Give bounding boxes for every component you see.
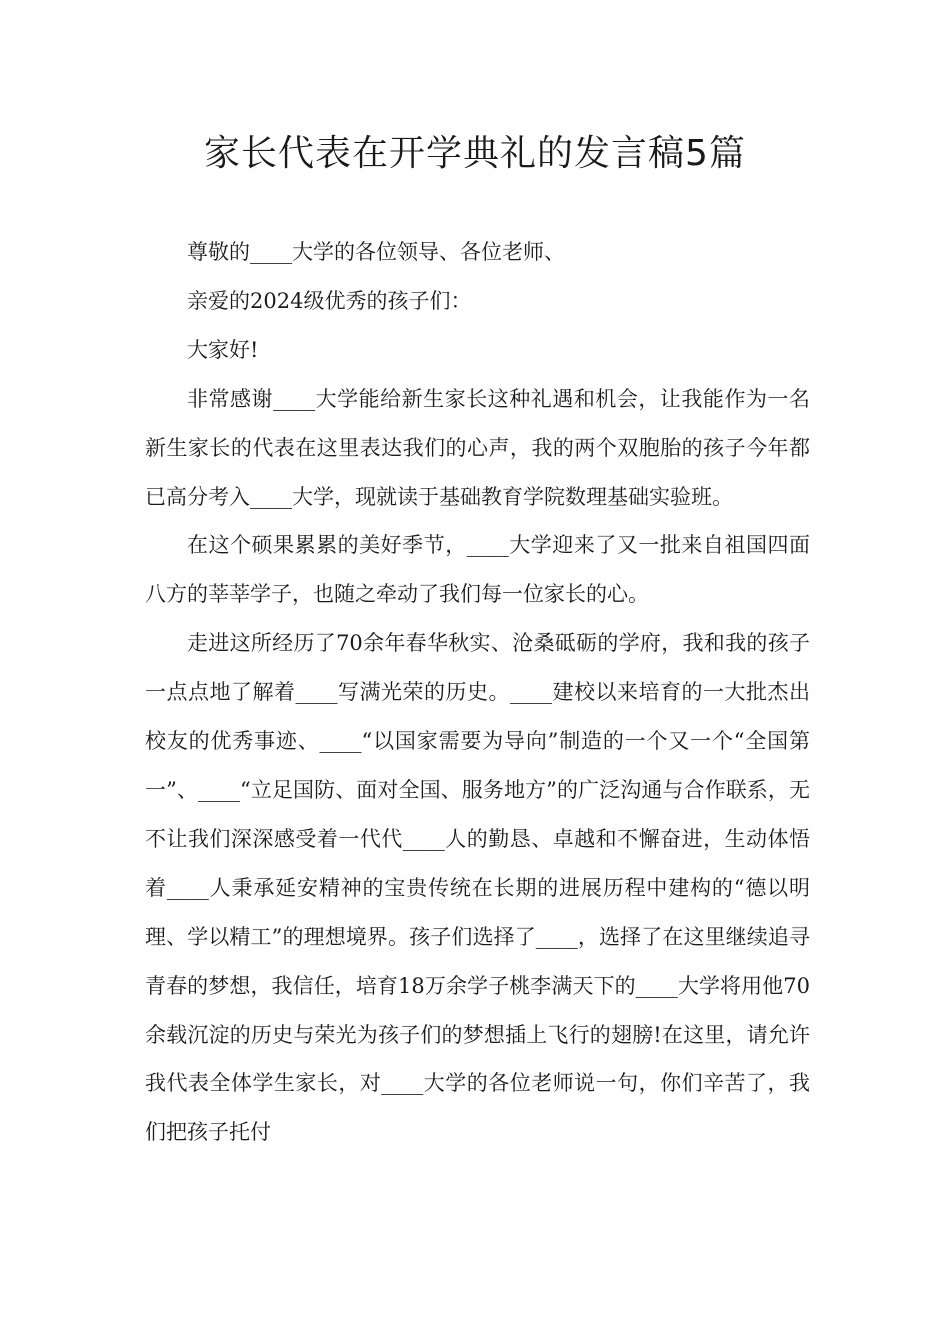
paragraph-history: 走进这所经历了70余年春华秋实、沧桑砥砺的学府，我和我的孩子一点点地了解着____写满光荣的历史。____建校以来培育的一大批杰出校友的优秀事迹、____“以国家需要为导向”制造的一个又一个“全国第一”、____“立足国防、面对全国、服务地方”的广泛沟通与合作联系，无不让我们深深感受着一代代____人的勤恳、卓越和不懈奋进，生动体悟着____人秉承延安精神的宝贵传统在长期的进展历程中建构的“德以明理、学以精工”的理想境界。孩子们选择了____，选择了在这里继续追寻青春的梦想，我信任，培育18万余学子桃李满天下的____大学将用他70余载沉淀的历史与荣光为孩子们的梦想插上飞行的翅膀!在这里，请允许我代表全体学生家长，对____大学的各位老师说一句，你们辛苦了，我们把孩子托付	[145, 631, 810, 1145]
salutation-leaders: 尊敬的____大学的各位领导、各位老师、	[187, 240, 565, 264]
document-body	[145, 228, 810, 1157]
paragraph-season: 在这个硕果累累的美好季节，____大学迎来了又一批来自祖国四面八方的莘莘学子，也随之牵动了我们每一位家长的心。	[145, 533, 810, 607]
paragraph-thanks: 非常感谢____大学能给新生家长这种礼遇和机会，让我能作为一名新生家长的代表在这里表达我们的心声，我的两个双胞胎的孩子今年都已高分考入____大学，现就读于基础教育学院数理基础实验班。	[145, 386, 810, 509]
salutation-students: 亲爱的2024级优秀的孩子们：	[187, 288, 472, 313]
document-title: 家长代表在开学典礼的发言稿5篇	[204, 133, 746, 174]
greeting: 大家好!	[187, 337, 259, 362]
